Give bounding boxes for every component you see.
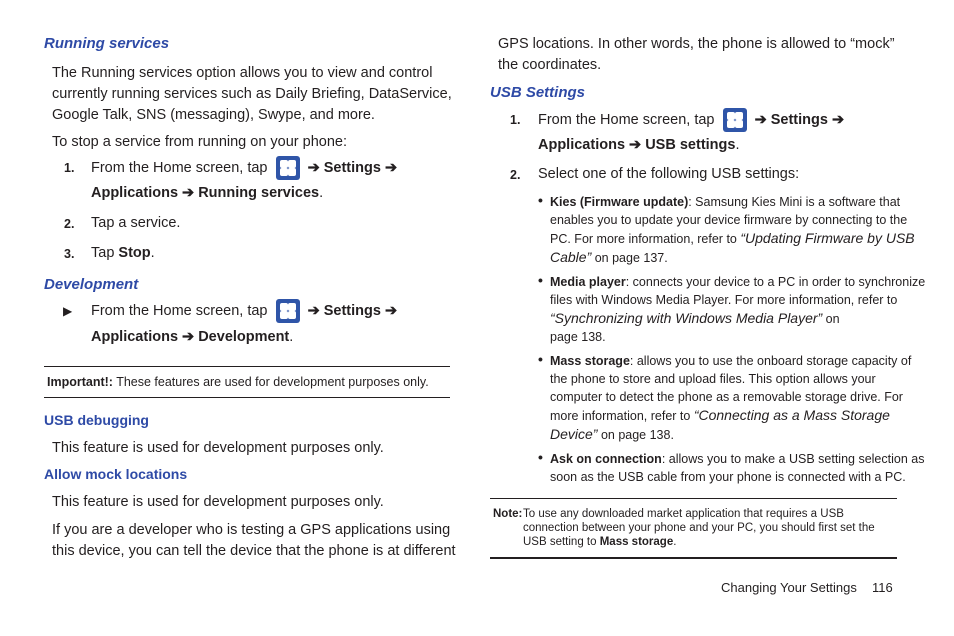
note-text — [523, 507, 875, 549]
option-text: soon as the USB cable from your phone is connected with a PC. — [550, 470, 906, 484]
cross-reference: Device” — [550, 426, 598, 442]
usb-step-1-line-2 — [538, 135, 739, 156]
text-line: connection between your phone and your PC, you should first set the — [523, 522, 875, 534]
step-settings-path: ➔ Settings ➔ — [754, 111, 845, 128]
step-action: Stop — [118, 245, 151, 261]
stop-service-intro: To stop a service from running on your phone: — [52, 134, 347, 150]
text-line: this device, you can tell the device that the phone is at different — [52, 543, 456, 559]
important-top-rule — [44, 366, 450, 367]
step-path: Applications ➔ Development — [91, 329, 290, 345]
cross-reference: “Synchronizing with Windows Media Player” — [550, 310, 823, 326]
important-bottom-rule — [44, 397, 450, 398]
option-text: PC. For more information, refer to — [550, 232, 741, 246]
note-bottom-rule — [490, 557, 897, 559]
option-text: files with Windows Media Player. For more information, refer to — [550, 293, 898, 307]
step-text: From the Home screen, tap — [538, 111, 715, 128]
cross-reference: “Updating Firmware by USB — [740, 230, 915, 246]
heading-usb-debugging: USB debugging — [44, 412, 149, 428]
home-apps-grid-icon — [276, 156, 300, 180]
text-line: the coordinates. — [498, 57, 602, 73]
note-bold-term: Mass storage — [599, 536, 674, 548]
bullet: • — [538, 272, 543, 288]
usb-step-2-text: Select one of the following USB settings: — [538, 166, 800, 182]
step-text: From the Home screen, tap — [91, 159, 268, 176]
option-name: Ask on connection — [550, 452, 662, 466]
heading-development: Development — [44, 276, 139, 293]
step-number: 3. — [64, 247, 75, 261]
option-name: Kies (Firmware update) — [550, 195, 689, 209]
page-reference: on page 138. — [597, 428, 674, 442]
step-path: Applications ➔ USB settings — [538, 137, 736, 153]
development-step-line-2 — [91, 327, 293, 348]
important-label: Important!: — [47, 375, 113, 389]
note-punct: . — [673, 536, 677, 548]
mock-locations-continuation — [498, 34, 895, 76]
step-number: 1. — [64, 161, 75, 175]
text-line: If you are a developer who is testing a GPS applications using — [52, 522, 451, 538]
bullet-arrow-icon: ▶ — [63, 304, 73, 318]
usb-step-1-line-1 — [538, 108, 844, 132]
heading-usb-settings: USB Settings — [490, 84, 586, 101]
home-apps-grid-icon — [276, 299, 300, 323]
home-apps-grid-icon — [723, 108, 747, 132]
text-line: Google Talk, SNS (messaging), Swype, and more. — [52, 107, 375, 123]
step-settings-path: ➔ Settings ➔ — [307, 159, 398, 176]
mass-storage-option — [550, 352, 912, 444]
footer-section-title: Changing Your Settings — [721, 580, 857, 595]
step-number: 2. — [64, 217, 75, 231]
note-top-rule — [490, 498, 897, 499]
running-services-description — [52, 63, 452, 126]
step-number: 1. — [510, 113, 521, 127]
page-reference: on — [822, 312, 840, 326]
step-punct: . — [150, 245, 155, 261]
option-name: Media player — [550, 275, 626, 289]
step-text: From the Home screen, tap — [91, 302, 268, 319]
option-text: computer to detect the phone as a removable storage drive. For — [550, 390, 903, 404]
bullet: • — [538, 449, 543, 465]
bullet: • — [538, 192, 543, 208]
cross-reference: “Connecting as a Mass Storage — [693, 407, 890, 423]
page-reference: on page 137. — [591, 251, 668, 265]
step-punct: . — [289, 329, 294, 345]
option-text: : Samsung Kies Mini is a software that — [688, 195, 901, 209]
text-line: GPS locations. In other words, the phone is allowed to “mock” — [498, 36, 895, 52]
ask-on-connection-option — [550, 450, 925, 486]
option-text: : allows you to make a USB setting selection as — [661, 452, 925, 466]
option-text: more information, refer to — [550, 409, 694, 423]
step-path: Applications ➔ Running services — [91, 185, 320, 201]
option-text: the phone to store and upload files. This option allows your — [550, 372, 876, 386]
note-label: Note: — [493, 508, 523, 520]
step-text: Tap — [91, 245, 119, 261]
mock-locations-text: This feature is used for development purposes only. — [52, 494, 384, 510]
step-2-text: Tap a service. — [91, 215, 181, 231]
step-punct: . — [319, 185, 324, 201]
text-line: USB setting to — [523, 536, 600, 548]
step-punct: . — [735, 137, 740, 153]
heading-allow-mock-locations: Allow mock locations — [44, 466, 188, 482]
important-notice — [47, 373, 429, 391]
option-text: : allows you to use the onboard storage capacity of — [629, 354, 912, 368]
page-number: 116 — [872, 580, 893, 595]
usb-debugging-text: This feature is used for development purposes only. — [52, 440, 384, 456]
option-name: Mass storage — [550, 354, 630, 368]
step-3-text — [91, 243, 155, 264]
step-1-line-2 — [91, 183, 323, 204]
text-line: To use any downloaded market application that requires a USB — [523, 508, 844, 520]
mock-locations-paragraph — [52, 520, 456, 562]
bullet: • — [538, 351, 543, 367]
media-player-option — [550, 273, 926, 346]
development-step-line-1 — [91, 299, 397, 323]
step-number: 2. — [510, 168, 521, 182]
text-line: The Running services option allows you to view and control — [52, 65, 433, 81]
option-text: enables you to update your device firmware by connecting to the — [550, 213, 908, 227]
important-text: These features are used for development purposes only. — [112, 375, 429, 389]
text-line: currently running services such as Daily Briefing, DataService, — [52, 86, 452, 102]
cross-reference: Cable” — [550, 249, 592, 265]
step-1-line-1 — [91, 156, 397, 180]
kies-option — [550, 193, 915, 267]
step-settings-path: ➔ Settings ➔ — [307, 302, 398, 319]
page-reference: page 138. — [550, 330, 606, 344]
heading-running-services: Running services — [44, 35, 170, 52]
option-text: : connects your device to a PC in order to synchronize — [625, 275, 926, 289]
